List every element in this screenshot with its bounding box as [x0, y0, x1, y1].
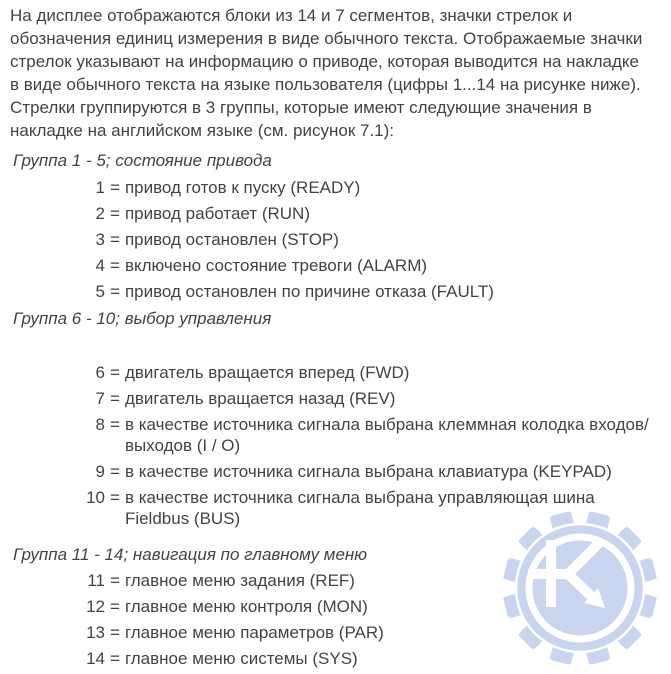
- item-text: [125, 388, 663, 409]
- legend-item: [78, 461, 663, 487]
- legend-item: [78, 362, 663, 388]
- item-text: [125, 281, 663, 302]
- paragraph-line: На дисплее отображаются блоки из 14 и 7 сегментов, значки стрелок и: [10, 6, 573, 25]
- legend-item: [78, 177, 663, 203]
- legend-list: [10, 362, 663, 534]
- legend-item: [78, 414, 663, 461]
- item-text-line: главное меню системы (SYS): [124, 649, 358, 668]
- item-text-line: в качестве источника сигнала выбрана клеммная колодка входов/: [124, 415, 649, 434]
- equals-sign: =: [110, 462, 120, 481]
- item-text-line: главное меню контроля (MON): [124, 597, 368, 616]
- item-text-line: включено состояние тревоги (ALARM): [124, 256, 428, 275]
- item-text: [125, 461, 663, 482]
- item-number: 3: [95, 230, 105, 249]
- item-text: [125, 648, 663, 669]
- legend-item: [78, 281, 663, 307]
- legend-item: [78, 570, 663, 596]
- group-header: Группа 11 - 14; навигация по главному меню: [13, 545, 368, 564]
- legend-item: [78, 648, 663, 674]
- item-text: [125, 177, 663, 198]
- item-number: 8: [95, 415, 105, 434]
- equals-sign: =: [110, 282, 120, 301]
- group-header: Группа 6 - 10; выбор управления: [13, 309, 272, 328]
- item-text: [125, 229, 663, 250]
- legend-item: [78, 487, 663, 534]
- legend-item: [78, 388, 663, 414]
- equals-sign: =: [110, 363, 120, 382]
- item-text: [125, 203, 663, 224]
- item-text: [125, 596, 663, 617]
- equals-sign: =: [110, 389, 120, 408]
- equals-sign: =: [110, 571, 120, 590]
- legend-item: [78, 622, 663, 648]
- item-number: 14: [86, 649, 105, 668]
- legend-list: [10, 570, 663, 674]
- paragraph-line: накладке на английском языке (см. рисунок 7.1):: [10, 121, 395, 140]
- item-number: 12: [86, 597, 105, 616]
- legend-item: [78, 255, 663, 281]
- intro-paragraph: [10, 4, 663, 142]
- item-text-line: главное меню параметров (PAR): [124, 623, 384, 642]
- legend-list: [10, 177, 663, 307]
- item-number: 6: [95, 363, 105, 382]
- equals-sign: =: [110, 415, 120, 434]
- item-text-line: в качестве источника сигнала выбрана клавиатура (KEYPAD): [124, 462, 612, 481]
- item-number: 5: [95, 282, 105, 301]
- item-number: 2: [95, 204, 105, 223]
- equals-sign: =: [110, 256, 120, 275]
- item-text: [125, 362, 663, 383]
- item-text-line: в качестве источника сигнала выбрана управляющая шина: [124, 488, 595, 507]
- item-text: [125, 487, 663, 529]
- item-number: 1: [95, 178, 105, 197]
- item-number: 9: [95, 462, 105, 481]
- item-text-line: двигатель вращается назад (REV): [124, 389, 396, 408]
- equals-sign: =: [110, 488, 120, 507]
- item-text-line: Fieldbus (BUS): [124, 509, 241, 528]
- paragraph-line: в виде обычного текста на языке пользователя (цифры 1...14 на рисунке ниже).: [10, 75, 641, 94]
- legend-item: [78, 203, 663, 229]
- equals-sign: =: [110, 230, 120, 249]
- item-text-line: выходов (I / O): [124, 436, 241, 455]
- group-control-selection: [10, 309, 663, 534]
- item-number: 11: [87, 571, 105, 590]
- item-number: 7: [95, 389, 105, 408]
- item-text-line: двигатель вращается вперед (FWD): [124, 363, 410, 382]
- item-text-line: привод работает (RUN): [124, 204, 310, 223]
- item-text-line: привод остановлен по причине отказа (FAULT): [124, 282, 494, 301]
- item-number: 4: [95, 256, 105, 275]
- group-main-menu-navigation: [10, 545, 663, 674]
- equals-sign: =: [110, 204, 120, 223]
- item-number: 10: [86, 488, 105, 507]
- group-header: Группа 1 - 5; состояние привода: [13, 151, 272, 170]
- legend-item: [78, 229, 663, 255]
- paragraph-line: обозначения единиц измерения в виде обычного текста. Отображаемые значки: [10, 29, 643, 48]
- paragraph-line: стрелок указывают на информацию о приводе, которая выводится на накладке: [10, 52, 640, 71]
- item-text: [125, 570, 663, 591]
- item-number: 13: [86, 623, 105, 642]
- paragraph-line: Стрелки группируются в 3 группы, которые имеют следующие значения в: [10, 98, 592, 117]
- item-text: [125, 255, 663, 276]
- group-drive-status: [10, 151, 663, 307]
- legend-item: [78, 596, 663, 622]
- equals-sign: =: [110, 649, 120, 668]
- equals-sign: =: [110, 623, 120, 642]
- item-text-line: привод готов к пуску (READY): [124, 178, 361, 197]
- item-text: [125, 414, 663, 456]
- equals-sign: =: [110, 597, 120, 616]
- item-text-line: привод остановлен (STOP): [124, 230, 339, 249]
- item-text: [125, 622, 663, 643]
- equals-sign: =: [110, 178, 120, 197]
- item-text-line: главное меню задания (REF): [124, 571, 355, 590]
